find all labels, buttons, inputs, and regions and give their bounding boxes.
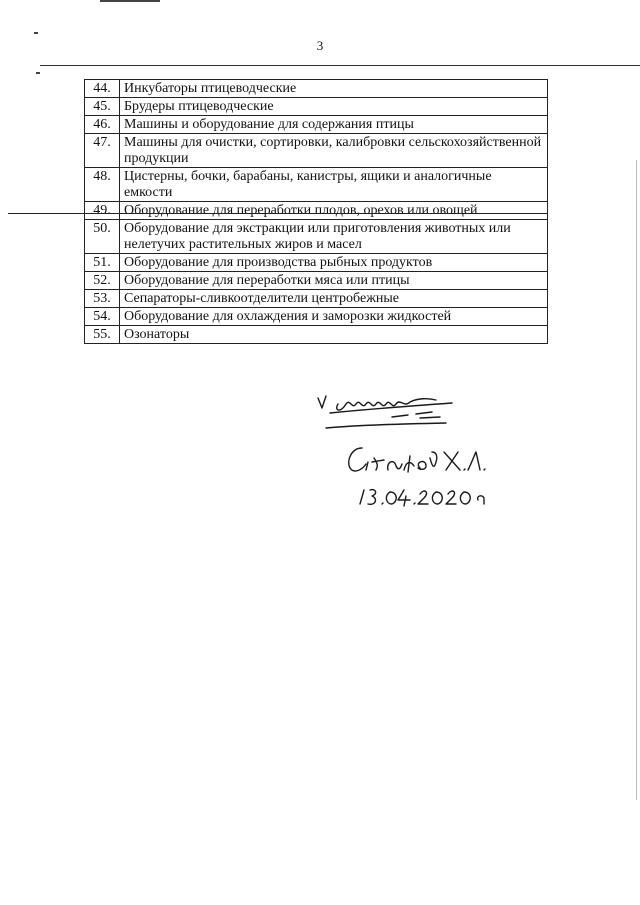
row-number: 53.	[85, 290, 120, 308]
row-description: Инкубаторы птицеводческие	[120, 80, 548, 98]
row-number: 49.	[85, 202, 120, 220]
row-number: 44.	[85, 80, 120, 98]
row-number: 46.	[85, 116, 120, 134]
row-description: Цистерны, бочки, барабаны, канистры, ящики и аналогичные емкости	[120, 168, 548, 202]
row-number: 51.	[85, 254, 120, 272]
row-description: Оборудование для производства рыбных продуктов	[120, 254, 548, 272]
row-description: Сепараторы-сливкоотделители центробежные	[120, 290, 548, 308]
row-description: Оборудование для переработки плодов, орехов или овощей	[120, 202, 548, 220]
row-number: 52.	[85, 272, 120, 290]
row-number: 45.	[85, 98, 120, 116]
row-number: 47.	[85, 134, 120, 168]
row-number: 48.	[85, 168, 120, 202]
row-number: 54.	[85, 308, 120, 326]
row-description: Машины и оборудование для содержания птицы	[120, 116, 548, 134]
row-number: 55.	[85, 326, 120, 344]
row-description: Озонаторы	[120, 326, 548, 344]
row-description: Оборудование для переработки мяса или птицы	[120, 272, 548, 290]
row-description: Оборудование для экстракции или приготовления животных или нелетучих растительных жиров и масел	[120, 220, 548, 254]
row-number: 50.	[85, 220, 120, 254]
row-description: Машины для очистки, сортировки, калибровки сельскохозяйственной продукции	[120, 134, 548, 168]
page-number: 3	[316, 38, 324, 53]
row-description: Оборудование для охлаждения и заморозки жидкостей	[120, 308, 548, 326]
row-description: Брудеры птицеводческие	[120, 98, 548, 116]
